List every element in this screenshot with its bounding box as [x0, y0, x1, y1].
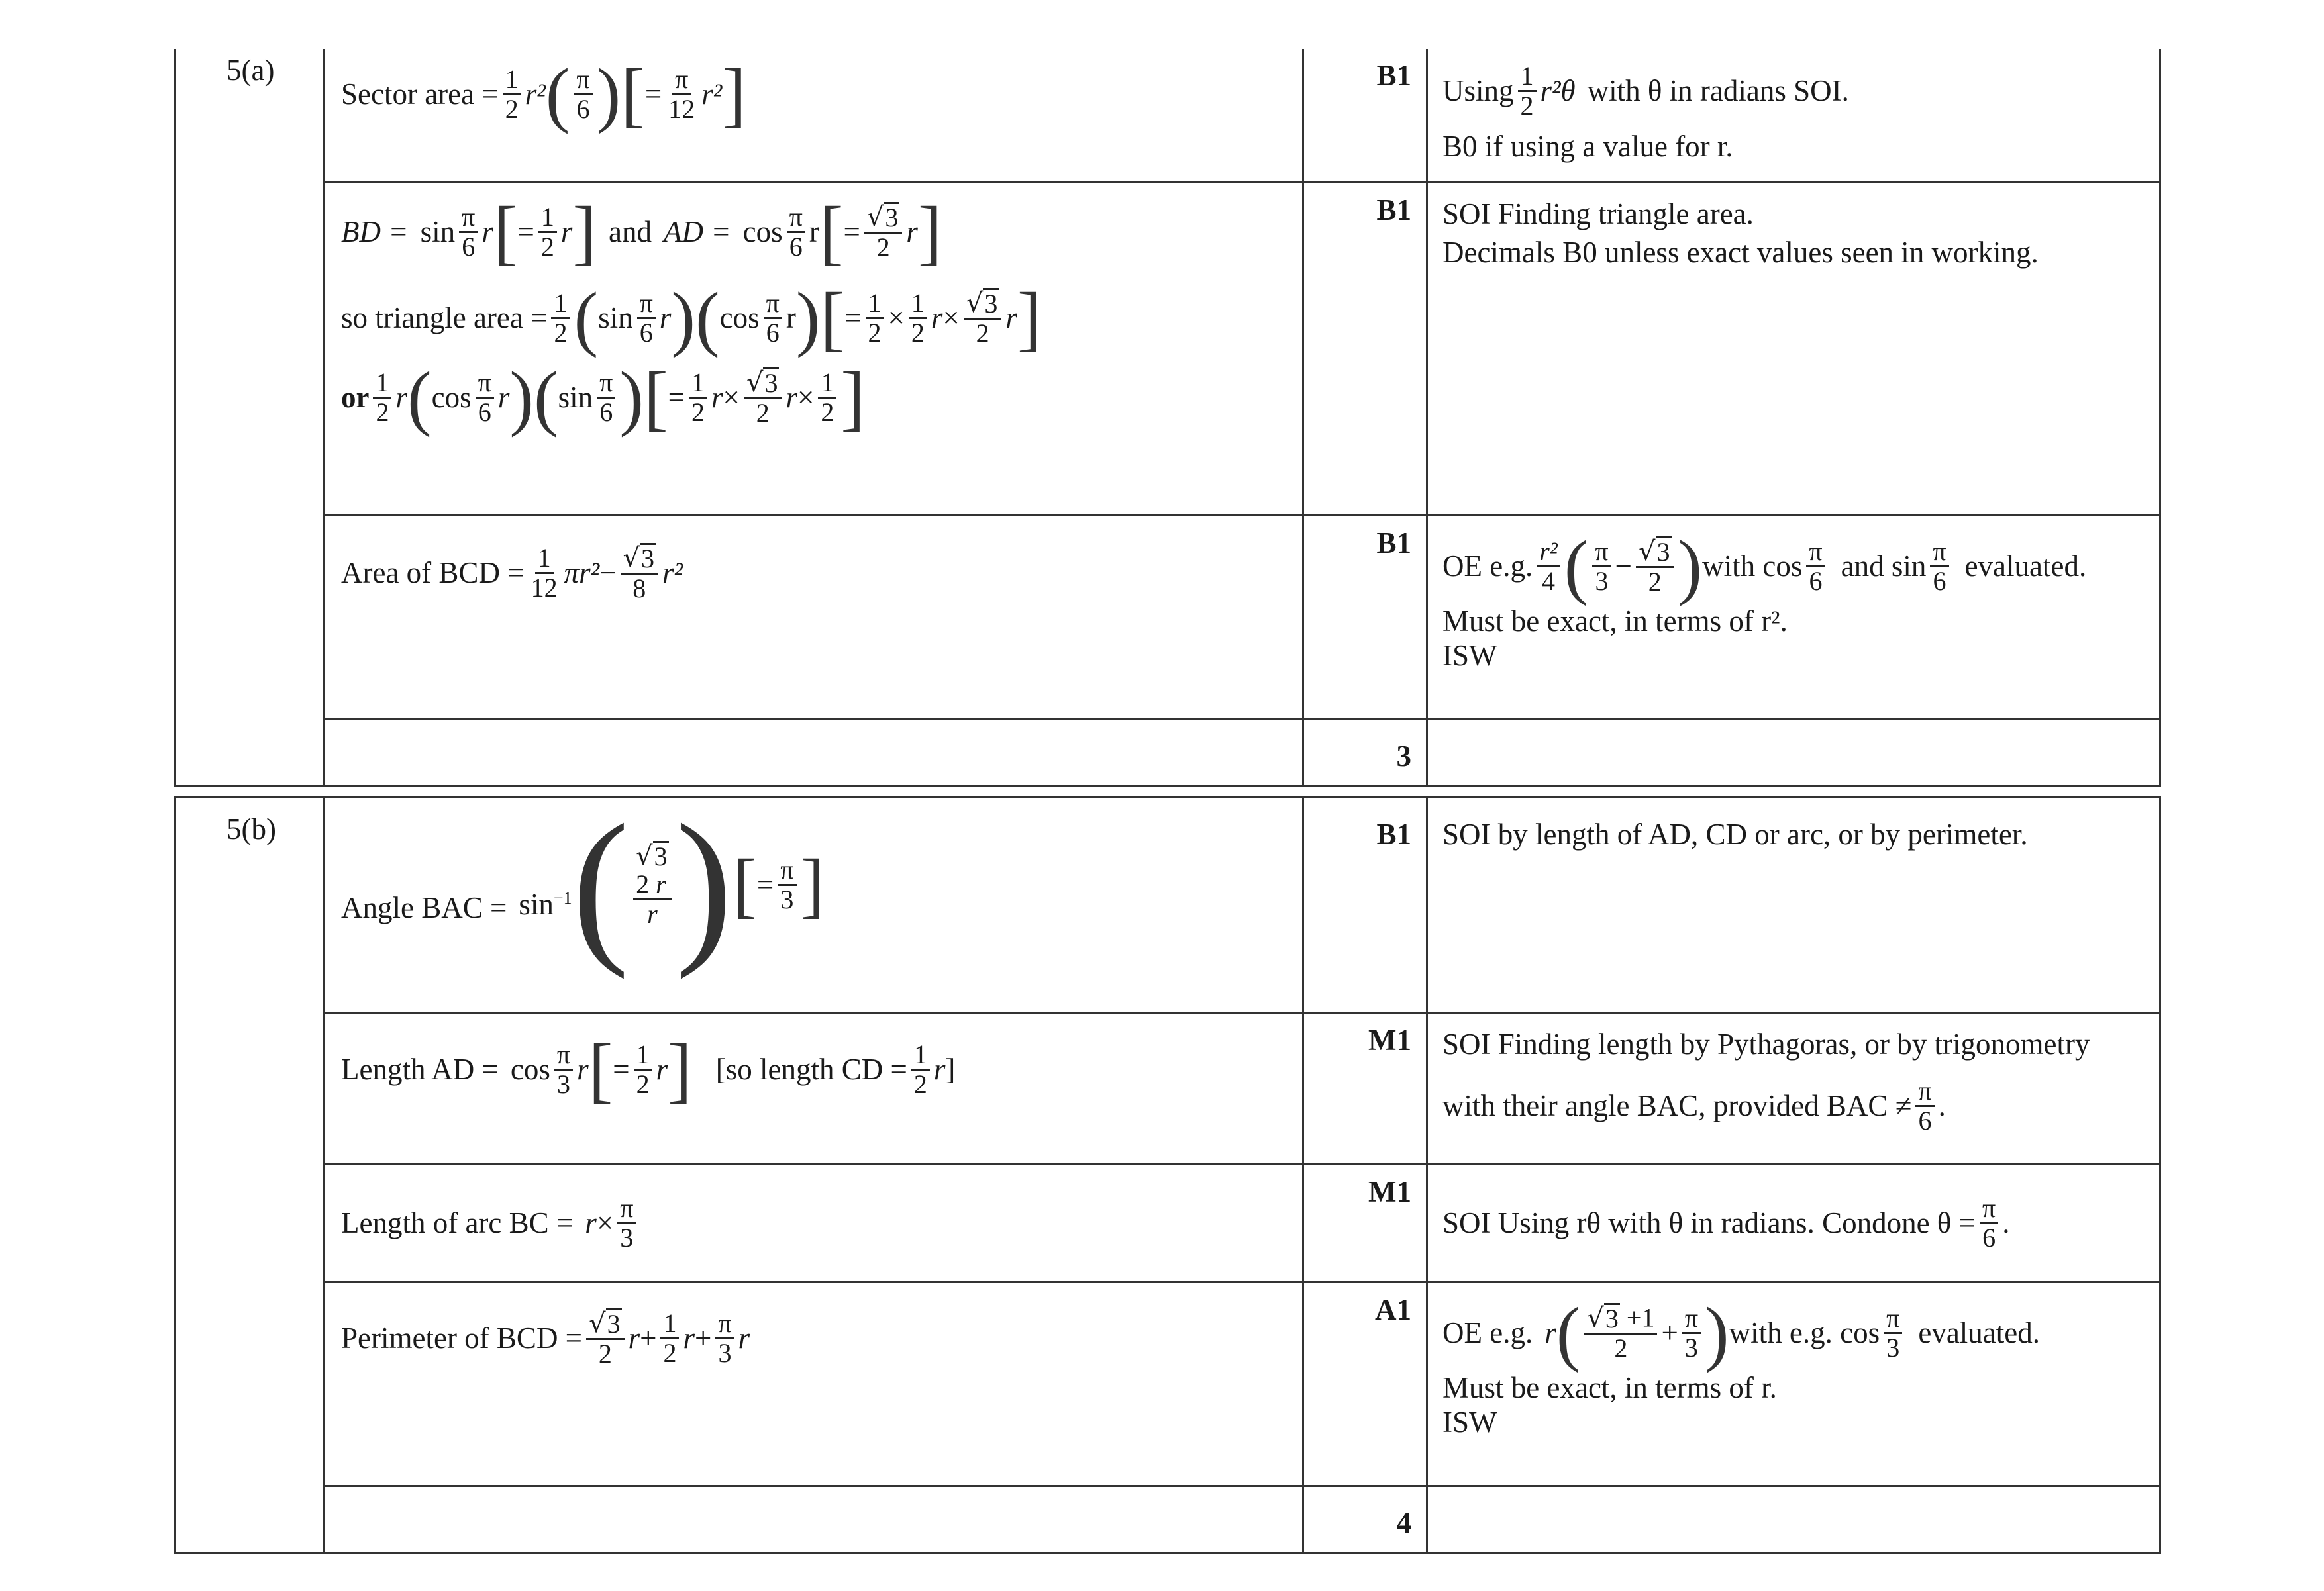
guidance-text: with cos — [1702, 549, 1803, 583]
guidance-text: with their angle BAC, provided BAC ≠ — [1442, 1089, 1912, 1122]
question-cell-a — [176, 49, 325, 785]
guidance-text: Must be exact, in terms of r. — [1442, 1371, 1777, 1404]
mark-scheme-table — [174, 49, 2161, 1554]
guidance-cell: SOI Using rθ with θ in radians. Condone θ = $\frac{\pi}{6}$ . — [1442, 1193, 2010, 1253]
mark-cell: M1 — [1304, 1165, 1428, 1281]
guidance-text: with e.g. cos — [1729, 1316, 1880, 1349]
mark-cell: B1 — [1304, 798, 1428, 1012]
table-row — [325, 183, 2159, 516]
guidance-text: SOI Finding length by Pythagoras, or by trigonometry — [1442, 1028, 2090, 1061]
guidance-text: OE e.g. — [1442, 1316, 1533, 1349]
table-row — [325, 789, 2159, 1014]
answer-text: BD = — [341, 215, 409, 248]
guidance-cell — [1428, 183, 2159, 514]
mark-cell: B1 — [1304, 183, 1428, 514]
guidance-text: Must be exact, in terms of r². — [1442, 604, 1788, 638]
answer-cell: Angle BAC = $\sin^{-1}$ ( √ 3 2 r r ) [ = $\frac{\pi}{3}$ ] — [325, 798, 1304, 1012]
guidance-text: Using — [1442, 74, 1514, 107]
guidance-cell: Using $\frac{1}{2}$ r²θ with θ in radians SOI. B0 if using a value for r. — [1428, 49, 2159, 181]
guidance-text: SOI Using rθ with θ in radians. Condone θ = — [1442, 1206, 1976, 1239]
question-label: 5(b) — [227, 812, 276, 845]
guidance-cell: SOI Finding length by Pythagoras, or by trigonometry with their angle BAC, provided BAC ≠ $\frac{\pi}{6}$ . — [1428, 1014, 2159, 1163]
guidance-text: evaluated. — [1964, 549, 2087, 583]
answer-text: Area of BCD = — [341, 555, 525, 589]
mark-cell: M1 — [1304, 1014, 1428, 1163]
table-row — [325, 1165, 2159, 1283]
fraction: $\frac{1}{2}$ — [503, 66, 521, 123]
guidance-text: with θ in radians SOI. — [1587, 74, 1849, 107]
answer-cell: Area of BCD = $\frac{1}{12}$ πr² − √ 3 8 r² — [325, 516, 1304, 718]
guidance-text: SOI Finding triangle area. — [1442, 197, 1754, 230]
answer-cell: Length AD = cos $\frac{\pi}{3}$ r [ = $\frac{1}{2}$ r ] [so length CD = $\frac{1}{2}$ r ] — [325, 1014, 1304, 1163]
guidance-text: OE e.g. — [1442, 549, 1533, 583]
question-cell-b — [176, 798, 325, 1552]
total-marks: 4 — [1304, 1487, 1428, 1552]
answer-cell: Sector area = $\frac{1}{2}$ r² ( $\frac{\pi}{6}$ ) [ = $\frac{\pi}{12}$ r² ] — [325, 49, 1304, 181]
answer-cell: BD = sin $\frac{\pi}{6}$ r [ = $\frac{1}{2}$ r ] and AD = cos $\frac{\pi}{6}$ r [ = √ 3 2 r ] so triangle area = $\frac{1}{2}$ ( sin $\frac{\pi}{6}$ r ) ( cos $\frac{\pi}{6}$ r ) [ = $\frac{1}{2}$ × $\frac{1}{2}$ r × √ 3 2 r ] or $\frac{1}{2}$ r ( cos $\frac{\pi}{6}$ r ) ( sin $\frac{\pi}{6}$ ) [ = $\frac{1}{2}$ r × √ 3 2 r × $\frac{1}{2}$ ] — [325, 183, 1304, 514]
answer-cell — [325, 1487, 1304, 1552]
guidance-cell — [1428, 798, 2159, 1012]
table-row — [325, 516, 2159, 720]
part-b-band — [174, 789, 2161, 1554]
answer-cell — [325, 720, 1304, 785]
answer-text: Angle BAC = — [341, 891, 507, 924]
answer-text: [so length CD = — [715, 1052, 907, 1086]
total-row — [325, 1487, 2159, 1552]
guidance-text: ISW — [1442, 1406, 1497, 1439]
question-label: 5(a) — [227, 54, 275, 87]
answer-text: and — [609, 215, 652, 248]
mark-cell: A1 — [1304, 1283, 1428, 1485]
answer-text: AD = — [664, 215, 731, 248]
guidance-text: ISW — [1442, 639, 1497, 672]
answer-text: Length of arc BC = — [341, 1206, 574, 1239]
guidance-text: and sin — [1841, 549, 1927, 583]
table-row — [325, 1283, 2159, 1487]
answer-text: Length AD = — [341, 1052, 499, 1086]
guidance-text: evaluated. — [1918, 1316, 2040, 1349]
guidance-cell: OE e.g. $\frac{\text{r²}}{4}$ ( $\frac{\pi}{3}$ − √ 3 2 ) with cos $\frac{\pi}{6}$ and sin $\frac{\pi}{6}$ evaluated. Must be exact, in terms of r². ISW — [1428, 516, 2159, 718]
answer-text: Sector area = — [341, 77, 499, 111]
guidance-text: B0 if using a value for r. — [1442, 130, 1733, 163]
guidance-cell: OE e.g. r ( √ 3 +1 2 + $\frac{\pi}{3}$ ) with e.g. cos $\frac{\pi}{3}$ evaluated. Must be exact, in terms of r. ISW — [1428, 1283, 2159, 1485]
answer-text: or — [341, 380, 370, 414]
guidance-text: Decimals B0 unless exact values seen in working. — [1442, 236, 2039, 269]
guidance-text: SOI by length of AD, CD or arc, or by perimeter. — [1442, 818, 2028, 851]
answer-text: so triangle area = — [341, 301, 548, 334]
part-a-band — [174, 49, 2161, 787]
mark-cell: B1 — [1304, 516, 1428, 718]
answer-cell: Length of arc BC = r × $\frac{\pi}{3}$ — [325, 1165, 1304, 1281]
table-row — [325, 1014, 2159, 1165]
guidance-cell — [1428, 720, 2159, 785]
total-row — [325, 720, 2159, 785]
total-marks: 3 — [1304, 720, 1428, 785]
table-row — [325, 49, 2159, 183]
answer-text: Perimeter of BCD = — [341, 1321, 583, 1355]
mark-cell: B1 — [1304, 49, 1428, 181]
answer-cell: Perimeter of BCD = √ 3 2 r + $\frac{1}{2}$ r + $\frac{\pi}{3}$ r — [325, 1283, 1304, 1485]
guidance-cell — [1428, 1487, 2159, 1552]
